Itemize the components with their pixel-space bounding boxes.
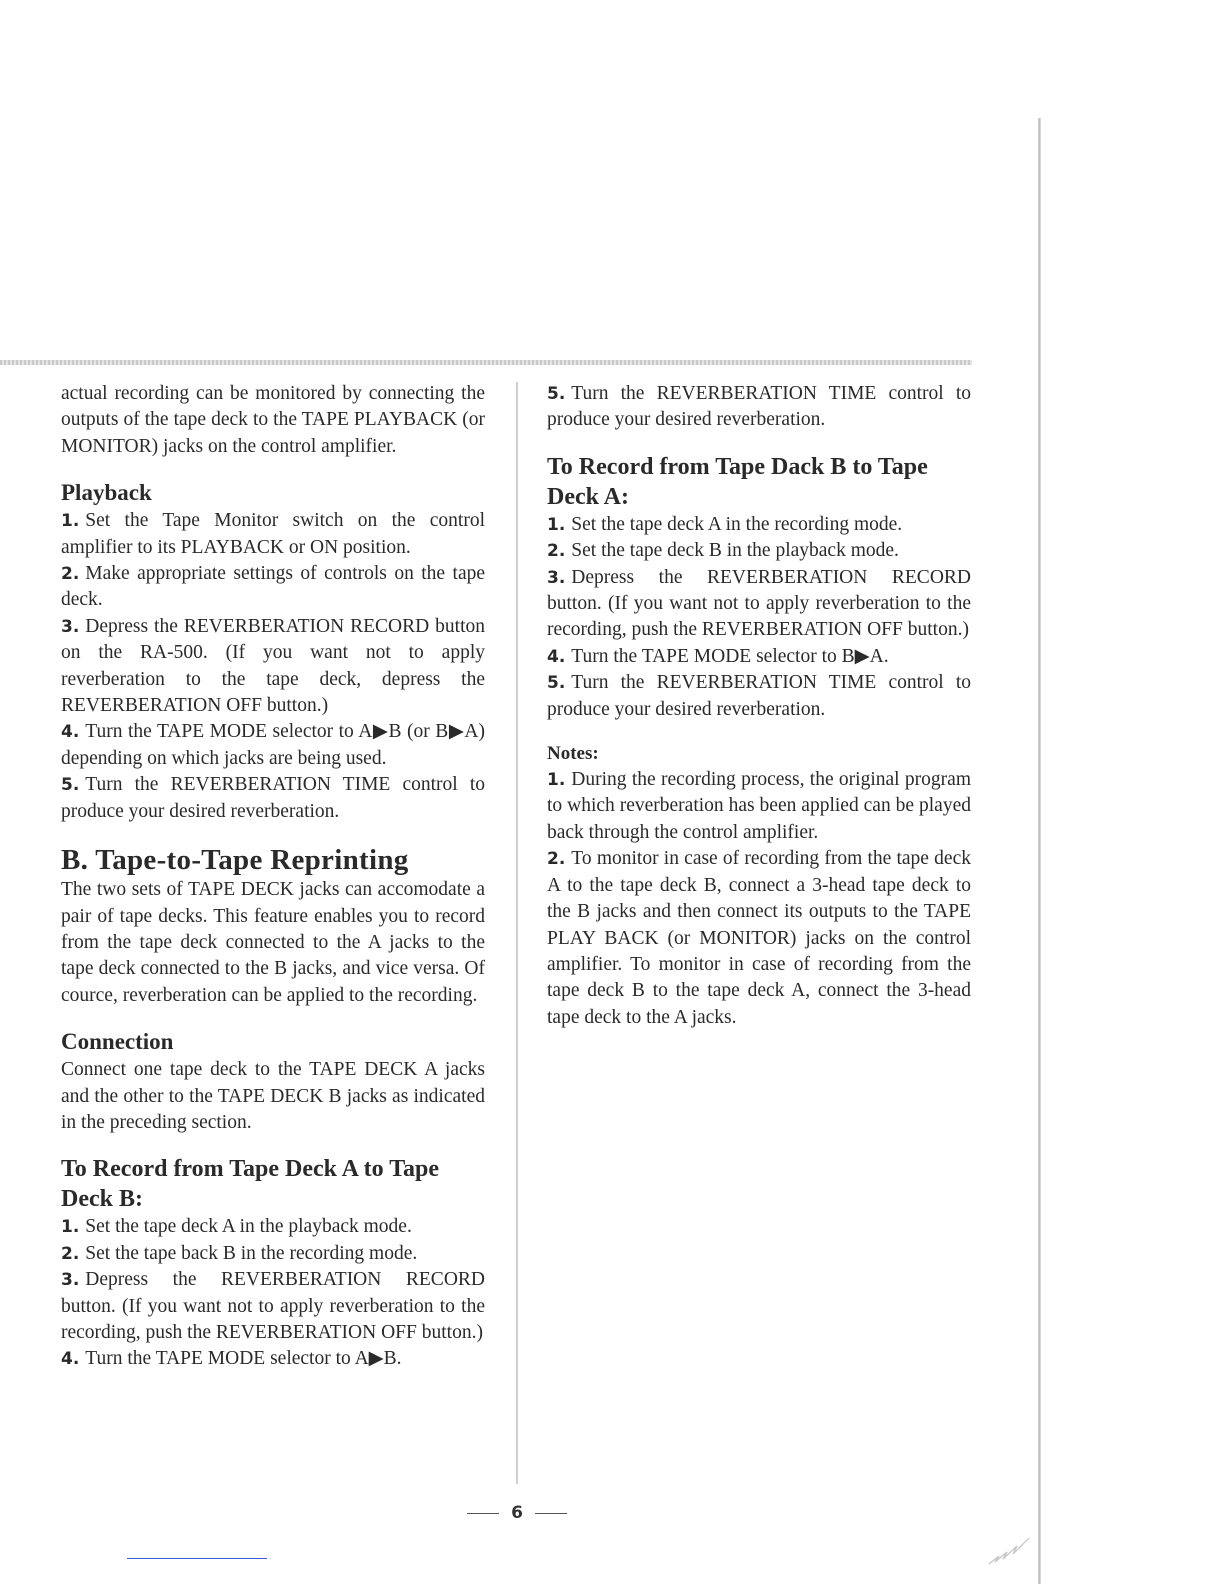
a-to-b-heading: To Record from Tape Deck A to Tape Deck B:	[61, 1156, 440, 1213]
notes-heading: Notes:	[547, 743, 599, 765]
connection-paragraph: Connect one tape deck to the TAPE DECK A jacks and the other to the TAPE DECK B jacks as indicated in the preceding section.	[61, 1059, 485, 1133]
list-item: 5. Turn the REVERBERATION TIME control to produce your desired reverberation.	[547, 383, 971, 431]
scan-scribble-mark	[985, 1528, 1035, 1568]
page-number-dash-left	[467, 1513, 499, 1514]
list-item: 3. Depress the REVERBERATION RECORD button. (If you want not to apply reverberation to the recording, push the REVERBERATION OFF button.)	[547, 566, 971, 641]
section-b-heading: B. Tape-to-Tape Reprinting	[61, 844, 409, 877]
list-item: 1. During the recording process, the original program to which reverberation has been applied can be played back through the control amplifier.	[547, 769, 971, 843]
list-item: 4. Turn the TAPE MODE selector to B▶A.	[547, 645, 889, 667]
scan-underline-mark	[127, 1558, 267, 1559]
page-number	[462, 1502, 572, 1524]
intro-paragraph: actual recording can be monitored by connecting the outputs of the tape deck to the TAPE PLAYBACK (or MONITOR) jacks on the control amplifier.	[61, 383, 485, 457]
list-item: 5. Turn the REVERBERATION TIME control to produce your desired reverberation.	[547, 672, 971, 720]
list-item: 1. Set the Tape Monitor switch on the control amplifier to its PLAYBACK or ON position.	[61, 510, 485, 558]
page-edge	[1038, 118, 1041, 1584]
list-item: 2. Make appropriate settings of controls on the tape deck.	[61, 563, 485, 611]
page-number-dash-right	[535, 1513, 567, 1514]
b-to-a-heading: To Record from Tape Dack B to Tape Deck A:	[547, 453, 928, 510]
right-column	[547, 381, 971, 1031]
fold-line	[0, 360, 972, 365]
list-item: 4. Turn the TAPE MODE selector to A▶B (or B▶A) depending on which jacks are being used.	[61, 721, 485, 769]
list-item: 3. Depress the REVERBERATION RECORD button. (If you want not to apply reverberation to the recording, push the REVERBERATION OFF button.)	[61, 1269, 485, 1343]
list-item: 1. Set the tape deck A in the recording mode.	[547, 513, 903, 535]
list-item: 2. Set the tape deck B in the playback mode.	[547, 540, 899, 562]
list-item: 2. To monitor in case of recording from the tape deck A to the tape deck B, connect a 3-head tape deck to the B jacks and then connect its outputs to the TAPE PLAY BACK (or MONITOR) jacks on the control amplifier. To monitor in case of recording from the tape deck B to the tape deck A, connect the 3-head tape deck to the A jacks.	[547, 848, 971, 1028]
list-item: 5. Turn the REVERBERATION TIME control to produce your desired reverberation.	[61, 774, 485, 822]
connection-heading: Connection	[61, 1029, 174, 1055]
left-column	[61, 381, 485, 1373]
column-divider	[516, 382, 518, 1484]
list-item: 4. Turn the TAPE MODE selector to A▶B.	[61, 1348, 402, 1370]
list-item: 2. Set the tape back B in the recording mode.	[61, 1242, 418, 1264]
section-b-paragraph: The two sets of TAPE DECK jacks can accomodate a pair of tape decks. This feature enables you to record from the tape deck connected to the A jacks to the tape deck connected to the B jacks, and vice versa. Of cource, reverberation can be applied to the recording.	[61, 879, 485, 1006]
page-number-text: 6	[511, 1503, 523, 1523]
list-item: 3. Depress the REVERBERATION RECORD button on the RA-500. (If you want not to apply reverberation to the tape deck, depress the REVERBERATION OFF button.)	[61, 615, 485, 717]
list-item: 1. Set the tape deck A in the playback mode.	[61, 1216, 412, 1238]
playback-heading: Playback	[61, 480, 152, 506]
